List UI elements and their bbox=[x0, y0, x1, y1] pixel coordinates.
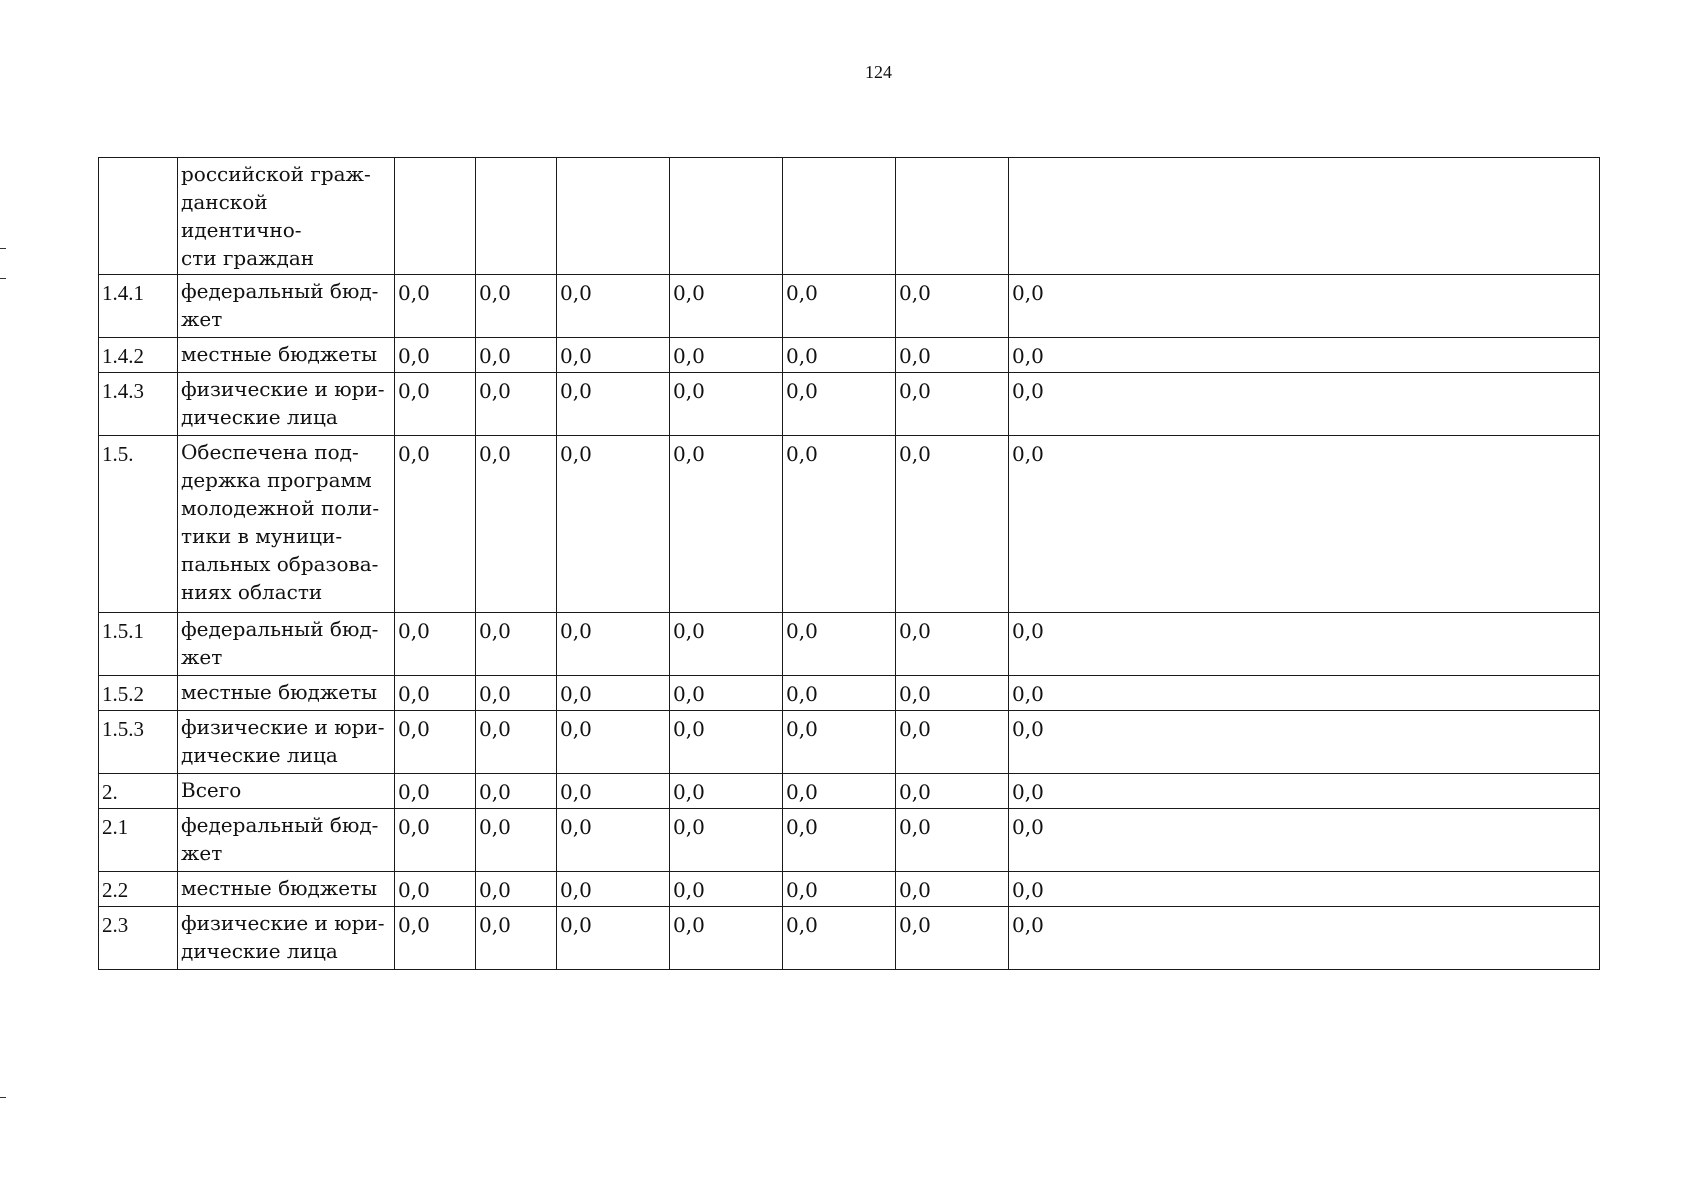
row-label-cell: физические и юри- дические лица bbox=[178, 711, 395, 774]
value-cell: 0,0 bbox=[896, 711, 1009, 774]
scan-edge-mark bbox=[0, 248, 6, 249]
value-cell: 0,0 bbox=[670, 676, 783, 711]
value-cell: 0,0 bbox=[670, 275, 783, 338]
row-number-cell: 1.5.1 bbox=[99, 613, 178, 676]
value-cell: 0,0 bbox=[670, 711, 783, 774]
value-cell: 0,0 bbox=[557, 613, 670, 676]
value-cell: 0,0 bbox=[783, 373, 896, 436]
value-cell: 0,0 bbox=[1009, 676, 1600, 711]
value-cell: 0,0 bbox=[896, 676, 1009, 711]
value-cell: 0,0 bbox=[557, 338, 670, 373]
value-cell: 0,0 bbox=[395, 275, 476, 338]
table-row bbox=[99, 809, 1600, 872]
table-row bbox=[99, 338, 1600, 373]
value-cell: 0,0 bbox=[783, 613, 896, 676]
value-cell: 0,0 bbox=[896, 373, 1009, 436]
table-row bbox=[99, 158, 1600, 275]
value-cell bbox=[476, 158, 557, 275]
budget-table-body bbox=[99, 158, 1600, 970]
value-cell: 0,0 bbox=[395, 676, 476, 711]
value-cell bbox=[670, 158, 783, 275]
value-cell: 0,0 bbox=[896, 809, 1009, 872]
value-cell bbox=[896, 158, 1009, 275]
value-cell: 0,0 bbox=[476, 774, 557, 809]
value-cell: 0,0 bbox=[395, 613, 476, 676]
value-cell: 0,0 bbox=[783, 711, 896, 774]
value-cell: 0,0 bbox=[476, 436, 557, 613]
row-number-cell bbox=[99, 158, 178, 275]
row-label-cell: федеральный бюд- жет bbox=[178, 809, 395, 872]
value-cell: 0,0 bbox=[896, 338, 1009, 373]
value-cell: 0,0 bbox=[783, 907, 896, 970]
value-cell: 0,0 bbox=[476, 809, 557, 872]
value-cell: 0,0 bbox=[783, 436, 896, 613]
value-cell: 0,0 bbox=[783, 809, 896, 872]
row-number-cell: 2. bbox=[99, 774, 178, 809]
row-number-cell: 1.4.1 bbox=[99, 275, 178, 338]
value-cell: 0,0 bbox=[1009, 275, 1600, 338]
row-label-cell: Всего bbox=[178, 774, 395, 809]
value-cell: 0,0 bbox=[557, 436, 670, 613]
value-cell: 0,0 bbox=[1009, 338, 1600, 373]
value-cell: 0,0 bbox=[395, 809, 476, 872]
value-cell: 0,0 bbox=[783, 872, 896, 907]
row-number-cell: 1.4.2 bbox=[99, 338, 178, 373]
row-label-cell: физические и юри- дические лица bbox=[178, 373, 395, 436]
value-cell: 0,0 bbox=[896, 774, 1009, 809]
value-cell: 0,0 bbox=[557, 676, 670, 711]
table-row bbox=[99, 275, 1600, 338]
value-cell: 0,0 bbox=[395, 711, 476, 774]
value-cell: 0,0 bbox=[1009, 711, 1600, 774]
value-cell: 0,0 bbox=[783, 676, 896, 711]
value-cell: 0,0 bbox=[395, 907, 476, 970]
value-cell bbox=[1009, 158, 1600, 275]
value-cell: 0,0 bbox=[476, 373, 557, 436]
row-label-cell: Обеспечена под- держка программ молодежной поли- тики в муници- пальных образова- ниях области bbox=[178, 436, 395, 613]
value-cell: 0,0 bbox=[896, 907, 1009, 970]
value-cell: 0,0 bbox=[670, 436, 783, 613]
value-cell: 0,0 bbox=[476, 338, 557, 373]
value-cell: 0,0 bbox=[476, 711, 557, 774]
value-cell: 0,0 bbox=[896, 436, 1009, 613]
value-cell bbox=[395, 158, 476, 275]
value-cell: 0,0 bbox=[896, 613, 1009, 676]
page-number: 124 bbox=[865, 62, 892, 82]
value-cell: 0,0 bbox=[1009, 872, 1600, 907]
table-row bbox=[99, 711, 1600, 774]
value-cell: 0,0 bbox=[557, 711, 670, 774]
value-cell: 0,0 bbox=[557, 907, 670, 970]
value-cell: 0,0 bbox=[783, 338, 896, 373]
value-cell: 0,0 bbox=[395, 338, 476, 373]
budget-table bbox=[98, 157, 1600, 970]
value-cell: 0,0 bbox=[476, 676, 557, 711]
table-row bbox=[99, 907, 1600, 970]
value-cell: 0,0 bbox=[557, 373, 670, 436]
value-cell: 0,0 bbox=[476, 275, 557, 338]
value-cell: 0,0 bbox=[670, 907, 783, 970]
value-cell: 0,0 bbox=[395, 373, 476, 436]
value-cell: 0,0 bbox=[395, 774, 476, 809]
value-cell: 0,0 bbox=[670, 774, 783, 809]
table-row bbox=[99, 774, 1600, 809]
row-label-cell: местные бюджеты bbox=[178, 872, 395, 907]
value-cell: 0,0 bbox=[557, 809, 670, 872]
row-label-cell: федеральный бюд- жет bbox=[178, 275, 395, 338]
value-cell bbox=[557, 158, 670, 275]
row-number-cell: 2.1 bbox=[99, 809, 178, 872]
row-number-cell: 1.5.2 bbox=[99, 676, 178, 711]
value-cell: 0,0 bbox=[395, 872, 476, 907]
scan-edge-mark bbox=[0, 1097, 6, 1098]
value-cell: 0,0 bbox=[557, 872, 670, 907]
value-cell: 0,0 bbox=[557, 275, 670, 338]
row-label-cell: федеральный бюд- жет bbox=[178, 613, 395, 676]
row-number-cell: 1.4.3 bbox=[99, 373, 178, 436]
value-cell: 0,0 bbox=[783, 774, 896, 809]
value-cell: 0,0 bbox=[557, 774, 670, 809]
value-cell: 0,0 bbox=[1009, 373, 1600, 436]
table-row bbox=[99, 373, 1600, 436]
value-cell: 0,0 bbox=[896, 872, 1009, 907]
table-row bbox=[99, 436, 1600, 613]
row-label-cell: российской граж- данской идентично- сти граждан bbox=[178, 158, 395, 275]
table-row bbox=[99, 676, 1600, 711]
table-row bbox=[99, 613, 1600, 676]
value-cell: 0,0 bbox=[670, 613, 783, 676]
value-cell: 0,0 bbox=[1009, 774, 1600, 809]
value-cell: 0,0 bbox=[476, 872, 557, 907]
value-cell: 0,0 bbox=[395, 436, 476, 613]
value-cell: 0,0 bbox=[1009, 613, 1600, 676]
value-cell: 0,0 bbox=[896, 275, 1009, 338]
value-cell bbox=[783, 158, 896, 275]
row-number-cell: 1.5.3 bbox=[99, 711, 178, 774]
value-cell: 0,0 bbox=[670, 809, 783, 872]
value-cell: 0,0 bbox=[670, 872, 783, 907]
value-cell: 0,0 bbox=[1009, 907, 1600, 970]
scan-edge-mark bbox=[0, 278, 6, 279]
value-cell: 0,0 bbox=[476, 907, 557, 970]
value-cell: 0,0 bbox=[1009, 436, 1600, 613]
row-number-cell: 1.5. bbox=[99, 436, 178, 613]
row-number-cell: 2.2 bbox=[99, 872, 178, 907]
value-cell: 0,0 bbox=[670, 338, 783, 373]
row-label-cell: местные бюджеты bbox=[178, 676, 395, 711]
value-cell: 0,0 bbox=[476, 613, 557, 676]
row-label-cell: местные бюджеты bbox=[178, 338, 395, 373]
value-cell: 0,0 bbox=[1009, 809, 1600, 872]
value-cell: 0,0 bbox=[670, 373, 783, 436]
table-row bbox=[99, 872, 1600, 907]
row-number-cell: 2.3 bbox=[99, 907, 178, 970]
row-label-cell: физические и юри- дические лица bbox=[178, 907, 395, 970]
value-cell: 0,0 bbox=[783, 275, 896, 338]
